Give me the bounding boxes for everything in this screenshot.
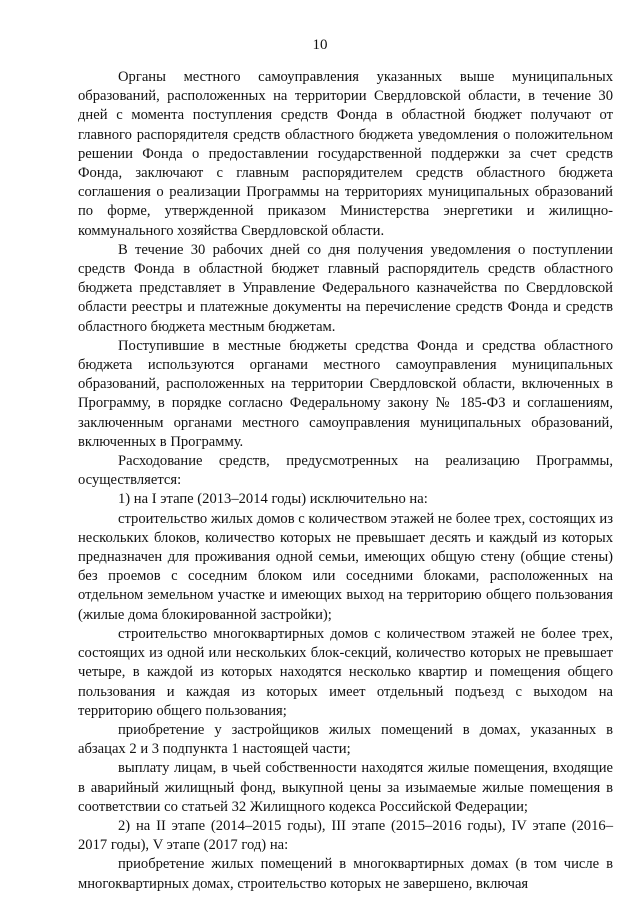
document-body bbox=[78, 68, 613, 894]
paragraph-local-budget-usage: Поступившие в местные бюджеты средства Фонда и средства областного бюджета используются органами местного самоуправления муниципальных образований, расположенных на территории Свердловской области, включенных в Программу, в порядке согласно Федеральному закону № 185-ФЗ и соглашениям, заключенным органами местного самоуправления муниципальных образований, включенных в Программу. bbox=[78, 337, 613, 450]
page-number: 10 bbox=[312, 37, 328, 53]
paragraph-redemption-payment: выплату лицам, в чьей собственности находятся жилые помещения, входящие в аварийный жилищный фонд, выкупной цены за изымаемые жилые помещения в соответствии со статьей 32 Жилищного кодекса Российской Федерации; bbox=[78, 760, 613, 815]
paragraph-expenditure-intro: Расходование средств, предусмотренных на реализацию Программы, осуществляется: bbox=[78, 453, 613, 489]
paragraph-stages-2-5: 2) на II этапе (2014–2015 годы), III этапе (2015–2016 годы), IV этапе (2016–2017 годы), V этапе (2017 год) на: bbox=[78, 817, 613, 854]
paragraph-blocked-houses: строительство жилых домов с количеством этажей не более трех, состоящих из нескольких блоков, количество которых не превышает десять и каждый из которых предназначен для проживания одной семьи, имеющих общую стену (общие стены) без проемов с соседним блоком или соседними блоками, расположенных на отдельном земельном участке и имеющих выход на территорию общего пользования (жилые дома блокированной застройки); bbox=[78, 510, 613, 623]
paragraph-municipal-agreements: Органы местного самоуправления указанных выше муниципальных образований, расположенных на территории Свердловской области, в течение 30 дней с момента поступления средств Фонда в областной бюджет получают от главного распорядителя средств областного бюджета уведомления о положительном решении Фонда о предоставлении государственной поддержки за счет средств Фонда, заключают с главным распорядителем средств областного бюджета соглашения о реализации Программы на территориях муниципальных образований по форме, утвержденной приказом Министерства энергетики и жилищно-коммунального хозяйства Свердловской области. bbox=[78, 69, 613, 239]
paragraph-treasury-transfer: В течение 30 рабочих дней со дня получения уведомления о поступлении средств Фонда в областной бюджет главный распорядитель средств областного бюджета представляет в Управление Федерального казначейства по Свердловской области реестры и платежные документы на перечисление средств Фонда и средств областного бюджета местным бюджетам. bbox=[78, 241, 613, 335]
paragraph-apartment-buildings: строительство многоквартирных домов с количеством этажей не более трех, состоящих из одной или нескольких блок-секций, количество которых не превышает четыре, в каждой из которых находятся несколько квартир и помещения общего пользования и каждая из которых имеет отдельный подъезд с выходом на территорию общего пользования; bbox=[78, 625, 613, 719]
paragraph-purchase-from-developers: приобретение у застройщиков жилых помещений в домах, указанных в абзацах 2 и 3 подпункта 1 настоящей части; bbox=[78, 721, 613, 758]
paragraph-purchase-apartments: приобретение жилых помещений в многоквартирных домах (в том числе в многоквартирных домах, строительство которых не завершено, включая bbox=[78, 856, 613, 892]
paragraph-stage-1: 1) на I этапе (2013–2014 годы) исключительно на: bbox=[118, 491, 428, 508]
